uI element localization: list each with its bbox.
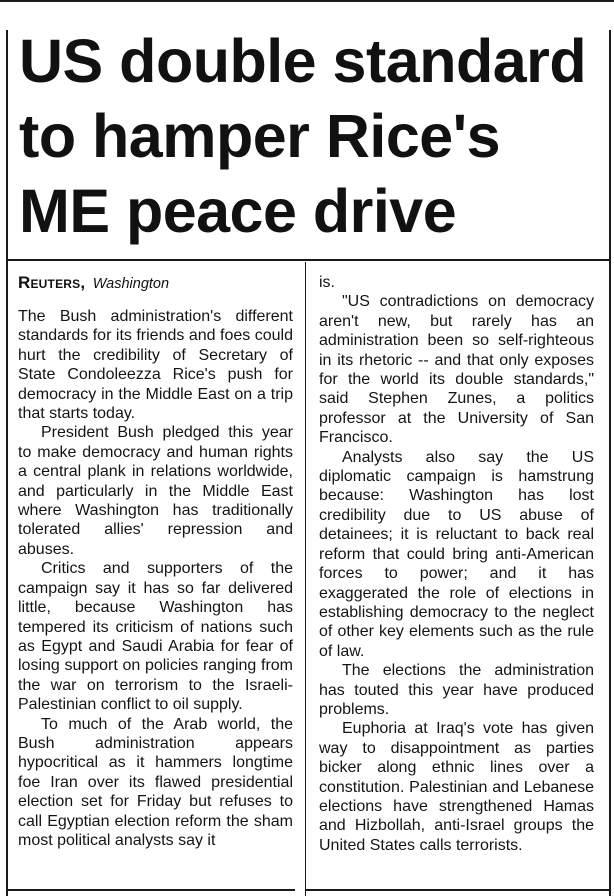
paragraph: To much of the Arab world, the Bush administration appears hypocritical as it hammers longtime foe Iran over its flawed presidential election set for Friday but refuses to call Egyptian election reform the sham most political analysts say it [18,715,293,849]
paragraph: Euphoria at Iraq's vote has given way to disappointment as parties bicker along ethnic lines over a constitution. Palestinian and Lebanese elections have strengthened Hamas and Hizbollah, anti-Israel groups the United States calls terrorists. [319,720,594,854]
paragraph-continued: is. [319,274,335,291]
headline [19,24,609,249]
article-column-right [319,273,594,855]
paragraph-quote: "US contradictions on democracy aren't new, but rarely has an administration been so self-righteous in its rhetoric -- and that only exposes for the world its double standards," said Stephen Zunes, a politics professor at the University of San Francisco. [319,293,594,447]
headline-line-3: ME peace drive [19,177,457,245]
headline-line-2: to hamper Rice's [19,102,501,170]
bottom-rule-left [8,889,295,891]
right-border-rule [609,30,611,896]
byline-dateline: Washington [92,276,170,292]
byline-agency: Reuters, [18,273,86,292]
headline-divider-rule [8,259,609,261]
paragraph: President Bush pledged this year to make democracy and human rights a central plank in relations worldwide, and particularly in the Middle East where Washington has traditionally tolerated allies' repression and abuses. [18,424,293,558]
paragraph-lead: The Bush administration's different standards for its friends and foes could hurt the credibility of Secretary of State Condoleezza Rice's push for democracy in the Middle East on a trip that starts today. [18,308,293,423]
bottom-rule-right [306,889,609,891]
headline-line-1: US double standard [19,27,587,95]
top-rule [0,0,614,2]
article-column-left [18,307,293,850]
byline [18,273,293,293]
paragraph: Critics and supporters of the campaign say it has so far delivered little, because Washington has tempered its criticism of nations such as Egypt and Saudi Arabia for fear of losing support on policies ranging from the war on terrorism to the Israeli-Palestinian conflict to oil supply. [18,560,293,714]
paragraph: Analysts also say the US diplomatic campaign is hamstrung because: Washington has lost credibility due to US abuse of detainees; it is reluctant to back real reform that could bring anti-American forces to power; and it has exaggerated the role of elections in establishing democracy to the neglect of other key elements such as the rule of law. [319,448,594,660]
left-border-rule [6,30,8,896]
paragraph: The elections the administration has touted this year have produced problems. [319,662,594,718]
column-divider-rule [305,262,306,896]
